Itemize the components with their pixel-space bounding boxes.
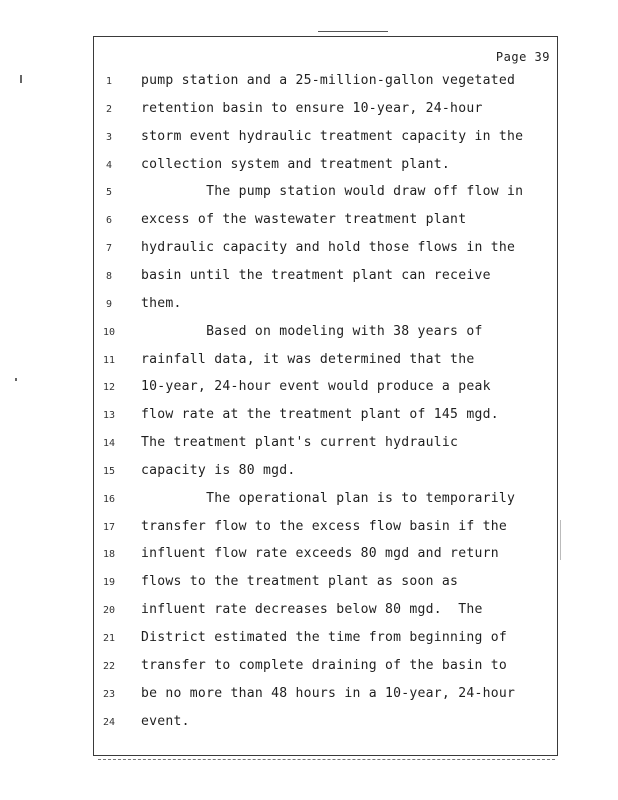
line-number: 21 bbox=[102, 633, 116, 644]
transcript-line bbox=[0, 463, 618, 483]
line-number: 19 bbox=[102, 577, 116, 589]
transcript-line bbox=[0, 184, 618, 204]
scan-artifact-top bbox=[318, 31, 388, 32]
line-text: them. bbox=[141, 295, 182, 311]
line-number: 17 bbox=[102, 521, 116, 533]
line-text: rainfall data, it was determined that the bbox=[141, 351, 475, 367]
line-number: 5 bbox=[105, 187, 113, 199]
line-number: 3 bbox=[105, 131, 113, 143]
transcript-line bbox=[0, 101, 618, 121]
line-text: event. bbox=[141, 713, 190, 729]
transcript-line bbox=[0, 379, 618, 399]
transcript-line bbox=[0, 491, 618, 511]
line-number: 23 bbox=[102, 688, 116, 700]
line-text: influent flow rate exceeds 80 mgd and return bbox=[141, 546, 499, 562]
line-text: collection system and treatment plant. bbox=[141, 156, 451, 172]
line-text: influent rate decreases below 80 mgd. The bbox=[141, 602, 483, 618]
transcript-line bbox=[0, 324, 618, 344]
line-text: excess of the wastewater treatment plant bbox=[141, 212, 467, 228]
line-text: hydraulic capacity and hold those flows in the bbox=[141, 240, 516, 256]
line-text: The operational plan is to temporarily bbox=[141, 490, 516, 506]
transcript-line bbox=[0, 407, 618, 427]
transcript-line bbox=[0, 240, 618, 260]
transcript-line bbox=[0, 352, 618, 372]
transcript-line bbox=[0, 268, 618, 288]
transcript-line bbox=[0, 546, 618, 566]
line-text: flow rate at the treatment plant of 145 mgd. bbox=[141, 407, 499, 423]
line-text: capacity is 80 mgd. bbox=[141, 462, 296, 478]
line-number: 2 bbox=[105, 103, 113, 115]
line-text: Based on modeling with 38 years of bbox=[141, 323, 483, 339]
line-number: 20 bbox=[102, 605, 116, 617]
line-number: 7 bbox=[105, 243, 113, 255]
line-number: 16 bbox=[102, 493, 116, 505]
line-text: transfer flow to the excess flow basin if the bbox=[141, 518, 507, 534]
transcript-line bbox=[0, 602, 618, 622]
transcript-line bbox=[0, 686, 618, 706]
line-text: be no more than 48 hours in a 10-year, 24-hour bbox=[141, 685, 516, 701]
scan-artifact-bottom bbox=[98, 759, 555, 760]
line-number: 13 bbox=[102, 410, 116, 422]
line-text: The treatment plant's current hydraulic bbox=[141, 435, 459, 451]
line-number: 8 bbox=[105, 270, 113, 282]
line-number: 15 bbox=[102, 465, 116, 477]
line-text: 10-year, 24-hour event would produce a peak bbox=[141, 379, 491, 395]
line-text: basin until the treatment plant can receive bbox=[141, 267, 491, 283]
transcript-line bbox=[0, 519, 618, 539]
transcript-line bbox=[0, 73, 618, 93]
line-number: 4 bbox=[105, 159, 113, 171]
line-text: pump station and a 25-million-gallon vegetated bbox=[141, 73, 516, 88]
line-number: 22 bbox=[102, 660, 116, 672]
transcript-line bbox=[0, 157, 618, 177]
transcript-line bbox=[0, 658, 618, 678]
transcript-line bbox=[0, 296, 618, 316]
line-number: 1 bbox=[105, 76, 113, 87]
line-number: 6 bbox=[105, 215, 113, 227]
line-number: 9 bbox=[105, 298, 113, 310]
line-text: storm event hydraulic treatment capacity in the bbox=[141, 128, 524, 144]
transcript-line bbox=[0, 435, 618, 455]
transcript-line bbox=[0, 129, 618, 149]
line-text: transfer to complete draining of the basin to bbox=[141, 657, 507, 673]
line-number: 12 bbox=[102, 382, 116, 394]
line-text: flows to the treatment plant as soon as bbox=[141, 574, 459, 590]
line-text: retention basin to ensure 10-year, 24-hour bbox=[141, 100, 483, 116]
line-number: 18 bbox=[102, 549, 116, 561]
line-number: 11 bbox=[102, 354, 116, 366]
line-text: The pump station would draw off flow in bbox=[141, 184, 524, 200]
line-number: 10 bbox=[102, 326, 116, 338]
line-number: 14 bbox=[102, 438, 116, 450]
transcript-line bbox=[0, 574, 618, 594]
transcript-line bbox=[0, 212, 618, 232]
transcript-line bbox=[0, 630, 618, 650]
page-number: Page 39 bbox=[495, 50, 550, 64]
line-text: District estimated the time from beginning of bbox=[141, 630, 507, 645]
transcript-line bbox=[0, 714, 618, 734]
line-number: 24 bbox=[102, 716, 116, 728]
